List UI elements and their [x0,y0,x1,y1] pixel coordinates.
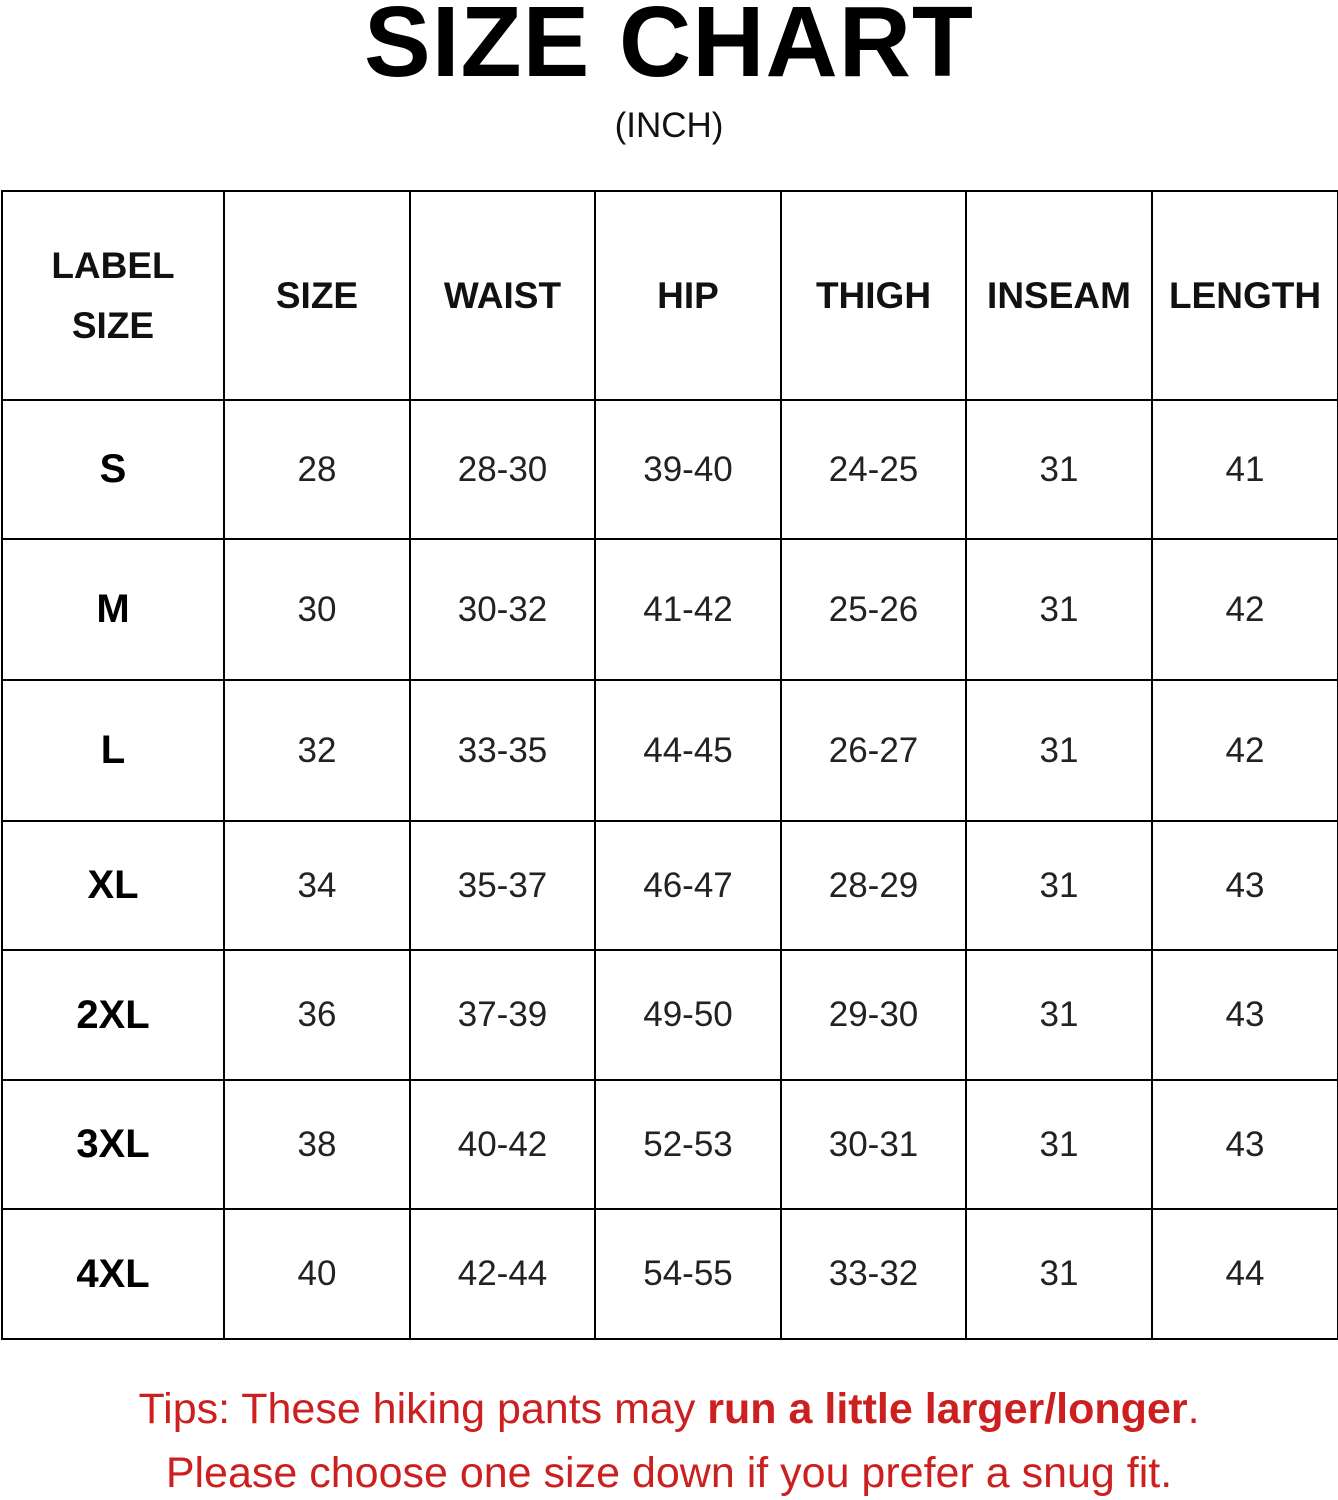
tips-line-2: Please choose one size down if you prefer a snug fit. [165,1449,1173,1497]
header-waist: WAIST [410,191,595,400]
cell-thigh: 30-31 [781,1080,966,1209]
size-chart-table [1,190,1338,1340]
cell-length: 44 [1152,1209,1338,1339]
cell-inseam: 31 [966,821,1152,950]
tips-line-1-emphasis: run a little larger/longer [707,1385,1188,1433]
cell-waist: 28-30 [410,400,595,539]
cell-waist: 35-37 [410,821,595,950]
cell-label: XL [2,821,224,950]
tips-line-1-prefix: Tips: These hiking pants may [138,1385,708,1433]
cell-label: 2XL [2,950,224,1080]
cell-thigh: 25-26 [781,539,966,680]
table-row [2,1080,1338,1209]
cell-waist: 33-35 [410,680,595,821]
table-row [2,821,1338,950]
cell-length: 43 [1152,1080,1338,1209]
cell-inseam: 31 [966,1080,1152,1209]
cell-hip: 46-47 [595,821,781,950]
header-hip: HIP [595,191,781,400]
cell-waist: 40-42 [410,1080,595,1209]
cell-length: 43 [1152,821,1338,950]
table-row [2,400,1338,539]
cell-size: 28 [224,400,410,539]
cell-waist: 37-39 [410,950,595,1080]
cell-thigh: 33-32 [781,1209,966,1339]
cell-thigh: 26-27 [781,680,966,821]
cell-thigh: 28-29 [781,821,966,950]
cell-hip: 44-45 [595,680,781,821]
cell-inseam: 31 [966,1209,1152,1339]
cell-inseam: 31 [966,539,1152,680]
table-row [2,539,1338,680]
cell-inseam: 31 [966,400,1152,539]
cell-hip: 49-50 [595,950,781,1080]
table-row [2,680,1338,821]
cell-size: 40 [224,1209,410,1339]
cell-hip: 54-55 [595,1209,781,1339]
cell-length: 43 [1152,950,1338,1080]
cell-waist: 42-44 [410,1209,595,1339]
header-label-size-line2: SIZE [71,304,155,346]
header-size: SIZE [224,191,410,400]
cell-thigh: 29-30 [781,950,966,1080]
cell-hip: 39-40 [595,400,781,539]
header-thigh: THIGH [781,191,966,400]
cell-thigh: 24-25 [781,400,966,539]
tips-line-1 [0,1384,1338,1434]
unit-subtitle: (INCH) [614,106,724,145]
table-row [2,1209,1338,1339]
cell-size: 38 [224,1080,410,1209]
cell-label: M [2,539,224,680]
header-inseam: INSEAM [966,191,1152,400]
cell-inseam: 31 [966,950,1152,1080]
header-length: LENGTH [1152,191,1338,400]
cell-waist: 30-32 [410,539,595,680]
cell-hip: 41-42 [595,539,781,680]
cell-label: S [2,400,224,539]
header-row [2,191,1338,400]
cell-label: 3XL [2,1080,224,1209]
page-title: SIZE CHART [364,0,974,98]
cell-size: 36 [224,950,410,1080]
cell-inseam: 31 [966,680,1152,821]
cell-size: 34 [224,821,410,950]
tips-line-1-suffix: . [1187,1385,1200,1433]
cell-length: 42 [1152,680,1338,821]
header-label-size [2,191,224,400]
cell-size: 30 [224,539,410,680]
cell-label: L [2,680,224,821]
header-label-size-line1: LABEL [51,244,175,286]
cell-label: 4XL [2,1209,224,1339]
cell-size: 32 [224,680,410,821]
cell-hip: 52-53 [595,1080,781,1209]
table-row [2,950,1338,1080]
cell-length: 42 [1152,539,1338,680]
cell-length: 41 [1152,400,1338,539]
